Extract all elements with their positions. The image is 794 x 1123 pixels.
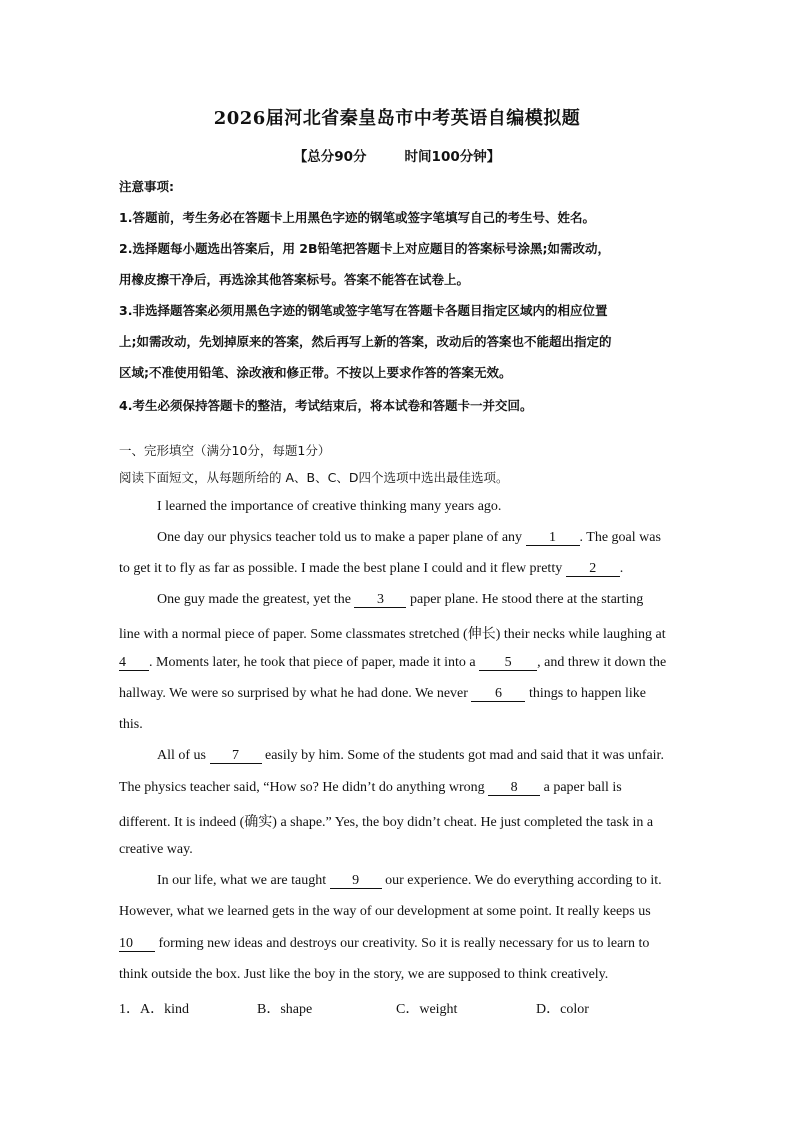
notice-line: 区域;不准使用铅笔、涂改液和修正带。不按以上要求作答的答案无效。: [119, 365, 512, 380]
blank-4[interactable]: 4: [119, 656, 149, 671]
question-1-option-c[interactable]: C．weight: [396, 1002, 458, 1017]
blank-1[interactable]: 1: [526, 531, 580, 546]
exam-info: [0, 145, 794, 165]
question-1-number: 1．: [119, 1002, 140, 1017]
notice-line: 2.选择题每小题选出答案后，用 2B铅笔把答题卡上对应题目的答案标号涂黑;如需改动，: [119, 241, 611, 256]
section-heading: 一、完形填空（满分10分，每题1分）: [119, 443, 331, 458]
passage-line: All of us 7 easily by him. Some of the students got mad and said that it was unfair.: [157, 748, 664, 763]
blank-6[interactable]: 6: [471, 687, 525, 702]
notice-line: 4.考生必须保持答题卡的整洁，考试结束后，将本试卷和答题卡一并交回。: [119, 398, 533, 413]
passage-line: One day our physics teacher told us to make a paper plane of any 1 . The goal was: [157, 530, 661, 545]
passage-line: However, what we learned gets in the way of our development at some point. It really keeps us: [119, 904, 651, 919]
passage-line: this.: [119, 717, 143, 732]
question-1-option-a[interactable]: A．kind: [140, 1002, 189, 1017]
question-1-option-b[interactable]: B．shape: [257, 1002, 313, 1017]
blank-5[interactable]: 5: [479, 656, 537, 671]
blank-8[interactable]: 8: [488, 781, 540, 796]
passage-line: different. It is indeed (确实) a shape.” Yes, the boy didn’t cheat. He just completed the task in a: [119, 815, 654, 830]
passage-line: One guy made the greatest, yet the 3 paper plane. He stood there at the starting: [157, 592, 644, 607]
notice-line: 上;如需改动，先划掉原来的答案，然后再写上新的答案，改动后的答案也不能超出指定的: [119, 334, 612, 349]
blank-7[interactable]: 7: [210, 749, 262, 764]
passage-line: 4 . Moments later, he took that piece of paper, made it into a 5 , and threw it down the: [119, 655, 667, 670]
notice-line: 3.非选择题答案必须用黑色字迹的钢笔或签字笔写在答题卡各题目指定区域内的相应位置: [119, 303, 608, 318]
total-score: 【总分90分: [293, 149, 367, 165]
passage-line: creative way.: [119, 842, 193, 857]
passage-line: In our life, what we are taught 9 our experience. We do everything according to it.: [157, 873, 662, 888]
passage-line: I learned the importance of creative thinking many years ago.: [157, 499, 502, 514]
passage-line: to get it to fly as far as possible. I made the best plane I could and it flew pretty 2 .: [119, 561, 624, 576]
time-limit: 时间100分钟】: [404, 149, 501, 165]
passage-line: 10 forming new ideas and destroys our creativity. So it is really necessary for us to learn to: [119, 936, 650, 951]
blank-9[interactable]: 9: [330, 874, 382, 889]
passage-line: line with a normal piece of paper. Some classmates stretched (伸长) their necks while laughing at: [119, 627, 666, 642]
notice-heading: 注意事项:: [119, 179, 174, 194]
blank-10[interactable]: 10: [119, 937, 155, 952]
page-title: 2026届河北省秦皇岛市中考英语自编模拟题: [213, 108, 581, 129]
passage-line: think outside the box. Just like the boy in the story, we are supposed to think creatively.: [119, 967, 609, 982]
passage-line: The physics teacher said, “How so? He didn’t do anything wrong 8 a paper ball is: [119, 780, 622, 795]
blank-2[interactable]: 2: [566, 562, 620, 577]
question-1-option-d[interactable]: D．color: [536, 1002, 589, 1017]
section-instruction: 阅读下面短文，从每题所给的 A、B、C、D四个选项中选出最佳选项。: [119, 470, 509, 485]
notice-line: 1.答题前，考生务必在答题卡上用黑色字迹的钢笔或签字笔填写自己的考生号、姓名。: [119, 210, 595, 225]
blank-3[interactable]: 3: [354, 593, 406, 608]
notice-line: 用橡皮擦干净后，再选涂其他答案标号。答案不能答在试卷上。: [119, 272, 470, 287]
passage-line: hallway. We were so surprised by what he had done. We never 6 things to happen like: [119, 686, 646, 701]
